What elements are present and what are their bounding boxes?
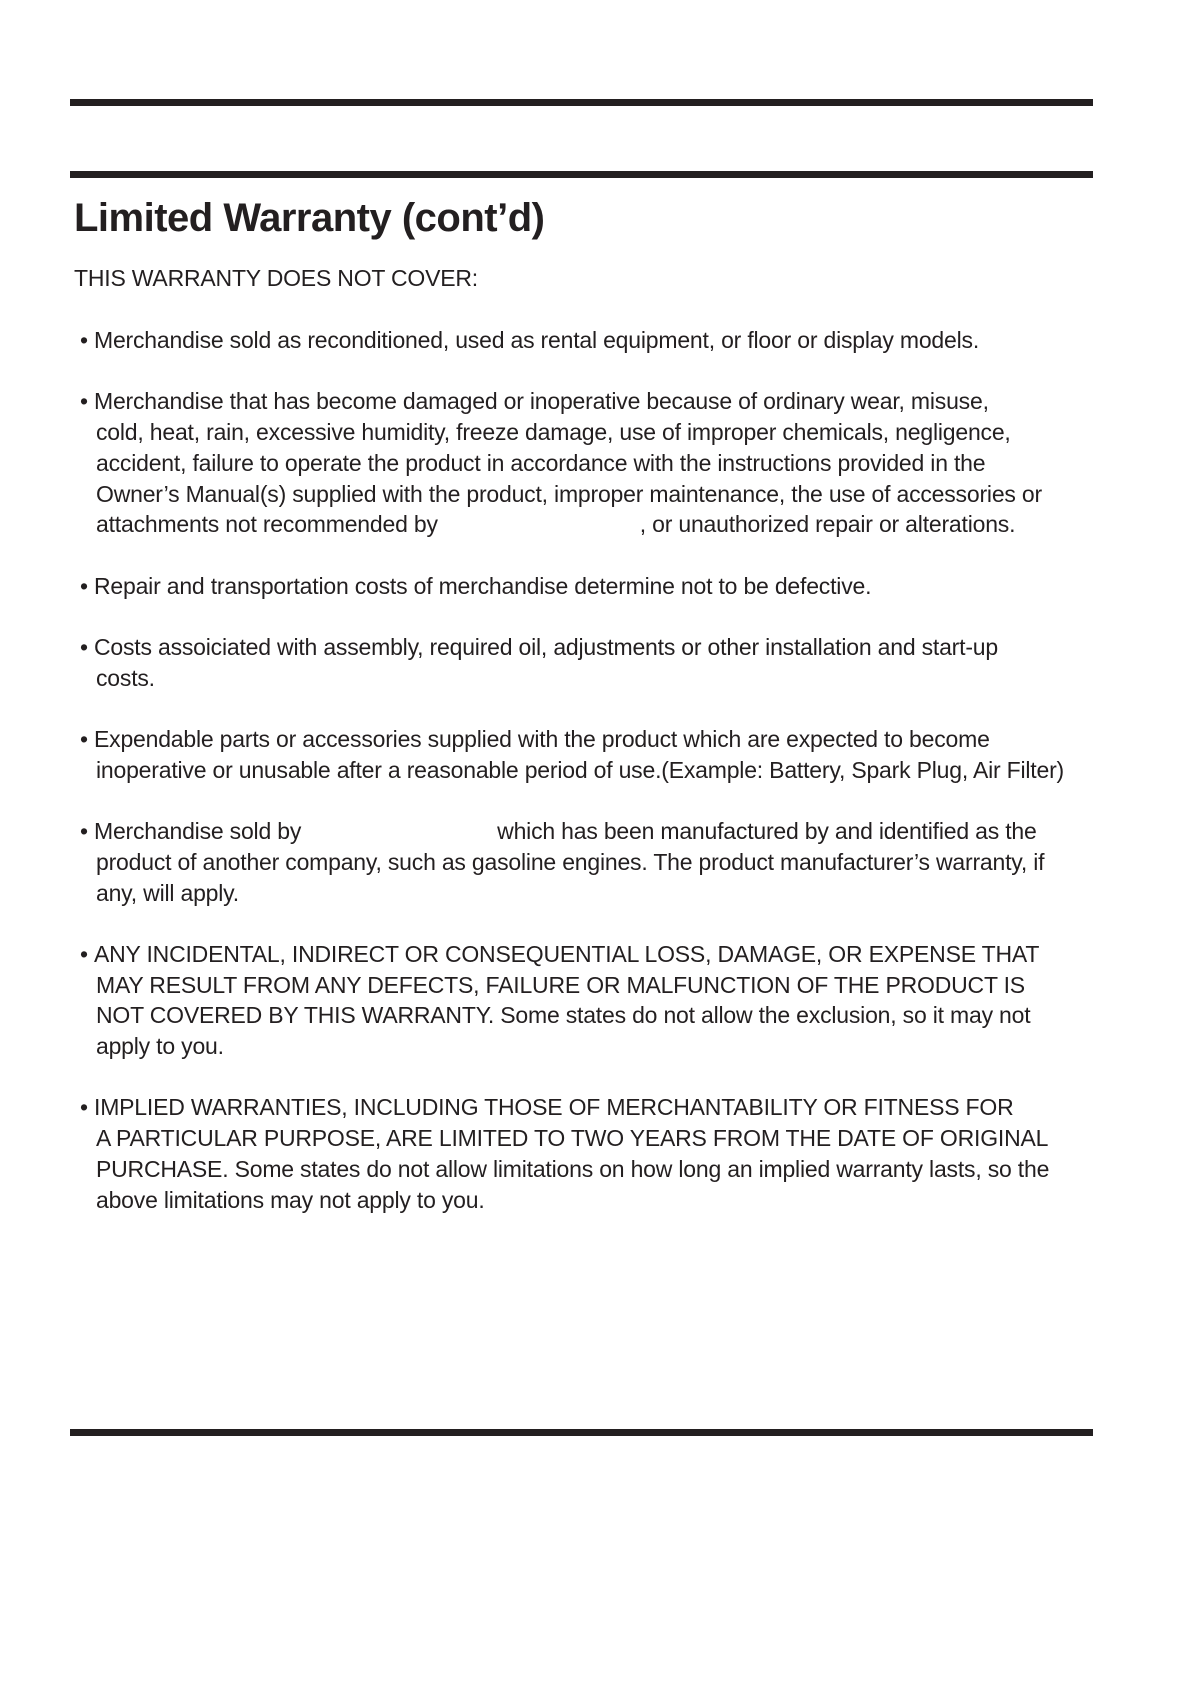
exclusion-text: Merchandise sold by [94, 818, 302, 845]
exclusion-text: Expendable parts or accessories supplied with the product which are expected to become [94, 726, 990, 753]
bullet-icon: • [80, 940, 88, 967]
exclusion-text: any, will apply. [96, 879, 239, 906]
list-item [80, 724, 1110, 785]
exclusions-list [80, 325, 1110, 1246]
exclusion-text: accident, failure to operate the product in accordance with the instructions provided in the [96, 449, 986, 476]
list-item [80, 939, 1110, 1062]
top-divider-rule [70, 99, 1093, 106]
exclusion-text: NOT COVERED BY THIS WARRANTY. Some states do not allow the exclusion, so it may not [96, 1002, 1031, 1029]
bullet-icon: • [80, 572, 88, 599]
list-item [80, 816, 1110, 908]
exclusion-text: Costs assoiciated with assembly, required oil, adjustments or other installation and start-up [94, 633, 998, 660]
bullet-icon: • [80, 818, 88, 845]
exclusion-text: attachments not recommended by [96, 511, 438, 538]
exclusion-text-line [94, 816, 1110, 847]
exclusion-text: cold, heat, rain, excessive humidity, freeze damage, use of improper chemicals, negligence, [96, 419, 1011, 446]
exclusion-text: which has been manufactured by and identified as the [497, 818, 1037, 845]
bullet-icon: • [80, 633, 88, 660]
page-title: Limited Warranty (cont’d) [74, 196, 545, 240]
exclusion-text: ANY INCIDENTAL, INDIRECT OR CONSEQUENTIAL LOSS, DAMAGE, OR EXPENSE THAT [94, 940, 1040, 967]
list-item [80, 1092, 1110, 1215]
exclusion-text: Repair and transportation costs of merchandise determine not to be defective. [94, 572, 872, 599]
exclusion-text: MAY RESULT FROM ANY DEFECTS, FAILURE OR MALFUNCTION OF THE PRODUCT IS [96, 971, 1025, 998]
exclusion-text: Owner’s Manual(s) supplied with the product, improper maintenance, the use of accessories or [96, 480, 1042, 507]
exclusion-text: apply to you. [96, 1033, 224, 1060]
exclusion-text: Merchandise that has become damaged or inoperative because of ordinary wear, misuse, [94, 388, 989, 415]
list-item [80, 571, 1110, 602]
bullet-icon: • [80, 388, 88, 415]
exclusion-text: costs. [96, 664, 155, 691]
bullet-icon: • [80, 327, 88, 353]
exclusion-text: product of another company, such as gasoline engines. The product manufacturer’s warranty, if [96, 848, 1045, 875]
list-item [80, 325, 1110, 356]
bullet-icon: • [80, 1094, 88, 1121]
bullet-icon: • [80, 726, 88, 753]
header-divider-rule [70, 171, 1093, 178]
list-item [80, 386, 1110, 540]
exclusion-text: , or unauthorized repair or alterations. [639, 511, 1016, 538]
exclusion-text: PURCHASE. Some states do not allow limitations on how long an implied warranty lasts, so the [96, 1155, 1050, 1182]
exclusion-text-line [94, 509, 1110, 540]
exclusion-text: Merchandise sold as reconditioned, used as rental equipment, or floor or display models. [94, 327, 980, 353]
list-item [80, 632, 1110, 693]
exclusion-text: A PARTICULAR PURPOSE, ARE LIMITED TO TWO YEARS FROM THE DATE OF ORIGINAL [96, 1125, 1049, 1152]
footer-divider-rule [70, 1429, 1093, 1436]
exclusion-text: IMPLIED WARRANTIES, INCLUDING THOSE OF MERCHANTABILITY OR FITNESS FOR [94, 1094, 1014, 1121]
section-subheading: THIS WARRANTY DOES NOT COVER: [74, 265, 478, 291]
exclusion-text: inoperative or unusable after a reasonable period of use.(Example: Battery, Spark Plug, Air Filter) [96, 756, 1065, 783]
exclusion-text: above limitations may not apply to you. [96, 1186, 485, 1213]
